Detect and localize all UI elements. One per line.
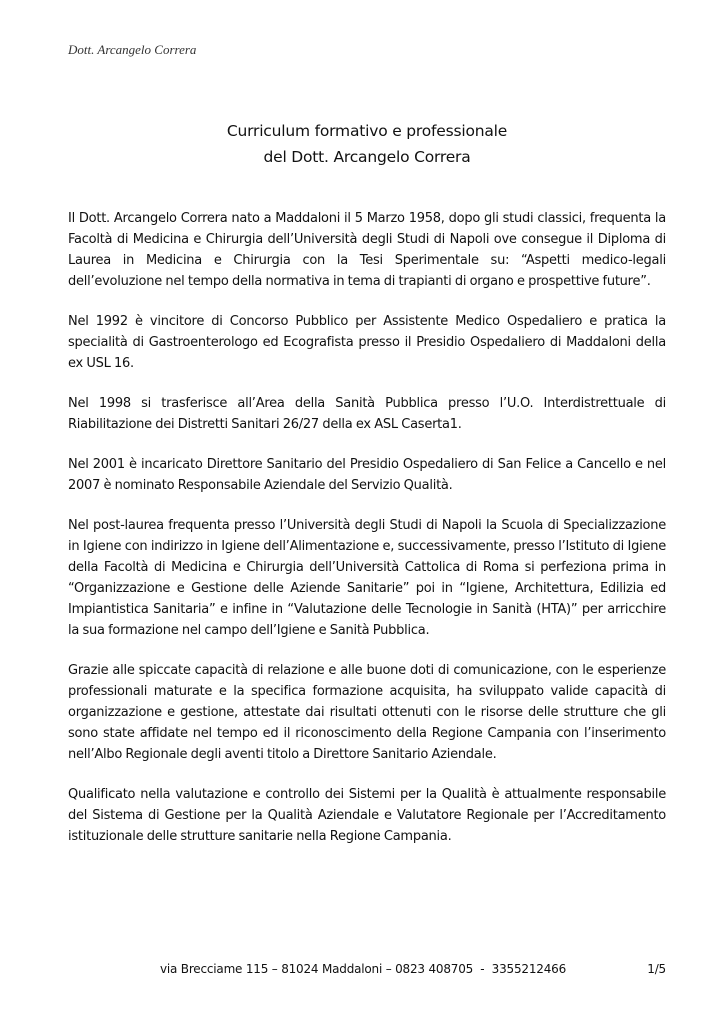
title-line-1: Curriculum formativo e professionale xyxy=(226,122,508,140)
paragraph-post-laurea: Nel post-laurea frequenta presso l’Università degli Studi di Napoli la Scuola di Specializzazione in Igiene con indirizzo in Igiene dell’Alimentazione e, successivamente, presso l’Istituto di Igiene della Facoltà di Medicina e Chirurgia dell’Università Cattolica di Roma si perfeziona prima in “Organizzazione e Gestione delle Aziende Sanitarie” poi in “Igiene, Architettura, Edilizia ed Impiantistica Sanitaria” e infine in “Valutazione delle Tecnologie in Sanità (HTA)” per arricchire la sua formazione nel campo dell’Igiene e Sanità Pubblica. xyxy=(68,518,666,638)
paragraph-1998: Nel 1998 si trasferisce all’Area della Sanità Pubblica presso l’U.O. Interdistrettuale di Riabilitazione dei Distretti Sanitari 26/27 della ex ASL Caserta1. xyxy=(68,396,666,432)
document-title xyxy=(68,118,666,170)
paragraph-quality: Qualificato nella valutazione e controllo dei Sistemi per la Qualità è attualmente responsabile del Sistema di Gestione per la Qualità Aziendale e Valutatore Regionale per l’Accreditamento istituzionale delle strutture sanitarie nella Regione Campania. xyxy=(68,787,666,844)
document-body xyxy=(68,208,666,866)
title-line-2: del Dott. Arcangelo Correra xyxy=(263,148,471,166)
paragraph-1992: Nel 1992 è vincitore di Concorso Pubblico per Assistente Medico Ospedaliero e pratica la specialità di Gastroenterologo ed Ecografista presso il Presidio Ospedaliero di Maddaloni della ex USL 16. xyxy=(68,314,666,371)
paragraph-education: Il Dott. Arcangelo Correra nato a Maddaloni il 5 Marzo 1958, dopo gli studi classici, frequenta la Facoltà di Medicina e Chirurgia dell’Università degli Studi di Napoli ove consegue il Diploma di Laurea in Medicina e Chirurgia con la Tesi Sperimentale su: “Aspetti medico-legali dell’evoluzione nel tempo della normativa in tema di trapianti di organo e prospettive future”. xyxy=(68,211,666,289)
page-number: 1/5 xyxy=(647,962,666,976)
running-header-author: Dott. Arcangelo Correra xyxy=(68,42,197,57)
paragraph-2001: Nel 2001 è incaricato Direttore Sanitario del Presidio Ospedaliero di San Felice a Cancello e nel 2007 è nominato Responsabile Aziendale del Servizio Qualità. xyxy=(68,457,666,493)
footer-address: via Brecciame 115 – 81024 Maddaloni – 0823 408705 - 3355212466 xyxy=(160,962,567,976)
paragraph-skills: Grazie alle spiccate capacità di relazione e alle buone doti di comunicazione, con le esperienze professionali maturate e la specifica formazione acquisita, ha sviluppato valide capacità di organizzazione e gestione, attestate dai risultati ottenuti con le risorse delle strutture che gli sono state affidate nel tempo ed il riconoscimento della Regione Campania con l’inserimento nell’Albo Regionale degli aventi titolo a Direttore Sanitario Aziendale. xyxy=(68,663,666,762)
